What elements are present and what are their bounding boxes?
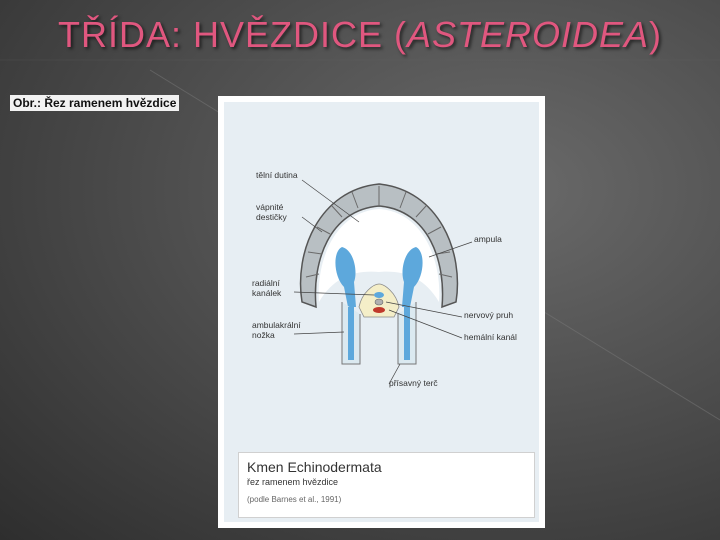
label-calcareous-plates: vápnité destičky <box>256 202 287 222</box>
tube-foot-right-canal <box>404 307 410 360</box>
tube-foot-left-canal <box>348 307 354 360</box>
diagram-panel <box>224 102 539 522</box>
info-subtitle: řez ramenem hvězdice <box>247 477 339 487</box>
slide-title <box>0 14 720 56</box>
label-tube-foot: ambulakrální nožka <box>252 320 301 340</box>
figure-info-box <box>238 452 535 518</box>
label-sucker-disc: přísavný terč <box>389 378 438 388</box>
label-body-cavity: tělní dutina <box>256 170 298 180</box>
label-ampulla: ampula <box>474 234 502 244</box>
figure-caption: Obr.: Řez ramenem hvězdice <box>10 95 179 111</box>
nerve-cord <box>375 299 383 305</box>
radial-canal <box>374 292 384 298</box>
label-radial-canal: radiální kanálek <box>252 278 282 298</box>
starfish-arm-cross-section <box>224 102 539 452</box>
label-nerve-cord: nervový pruh <box>464 310 514 320</box>
info-source: (podle Barnes et al., 1991) <box>247 495 342 504</box>
figure-frame <box>218 96 545 528</box>
title-end: ) <box>649 14 663 55</box>
label-hemal-canal: hemální kanál <box>464 332 517 342</box>
title-latin: ASTEROIDEA <box>406 14 650 55</box>
title-main: TŘÍDA: HVĚZDICE ( <box>57 14 407 55</box>
hemal-canal <box>373 307 385 313</box>
info-title: Kmen Echinodermata <box>247 459 382 475</box>
